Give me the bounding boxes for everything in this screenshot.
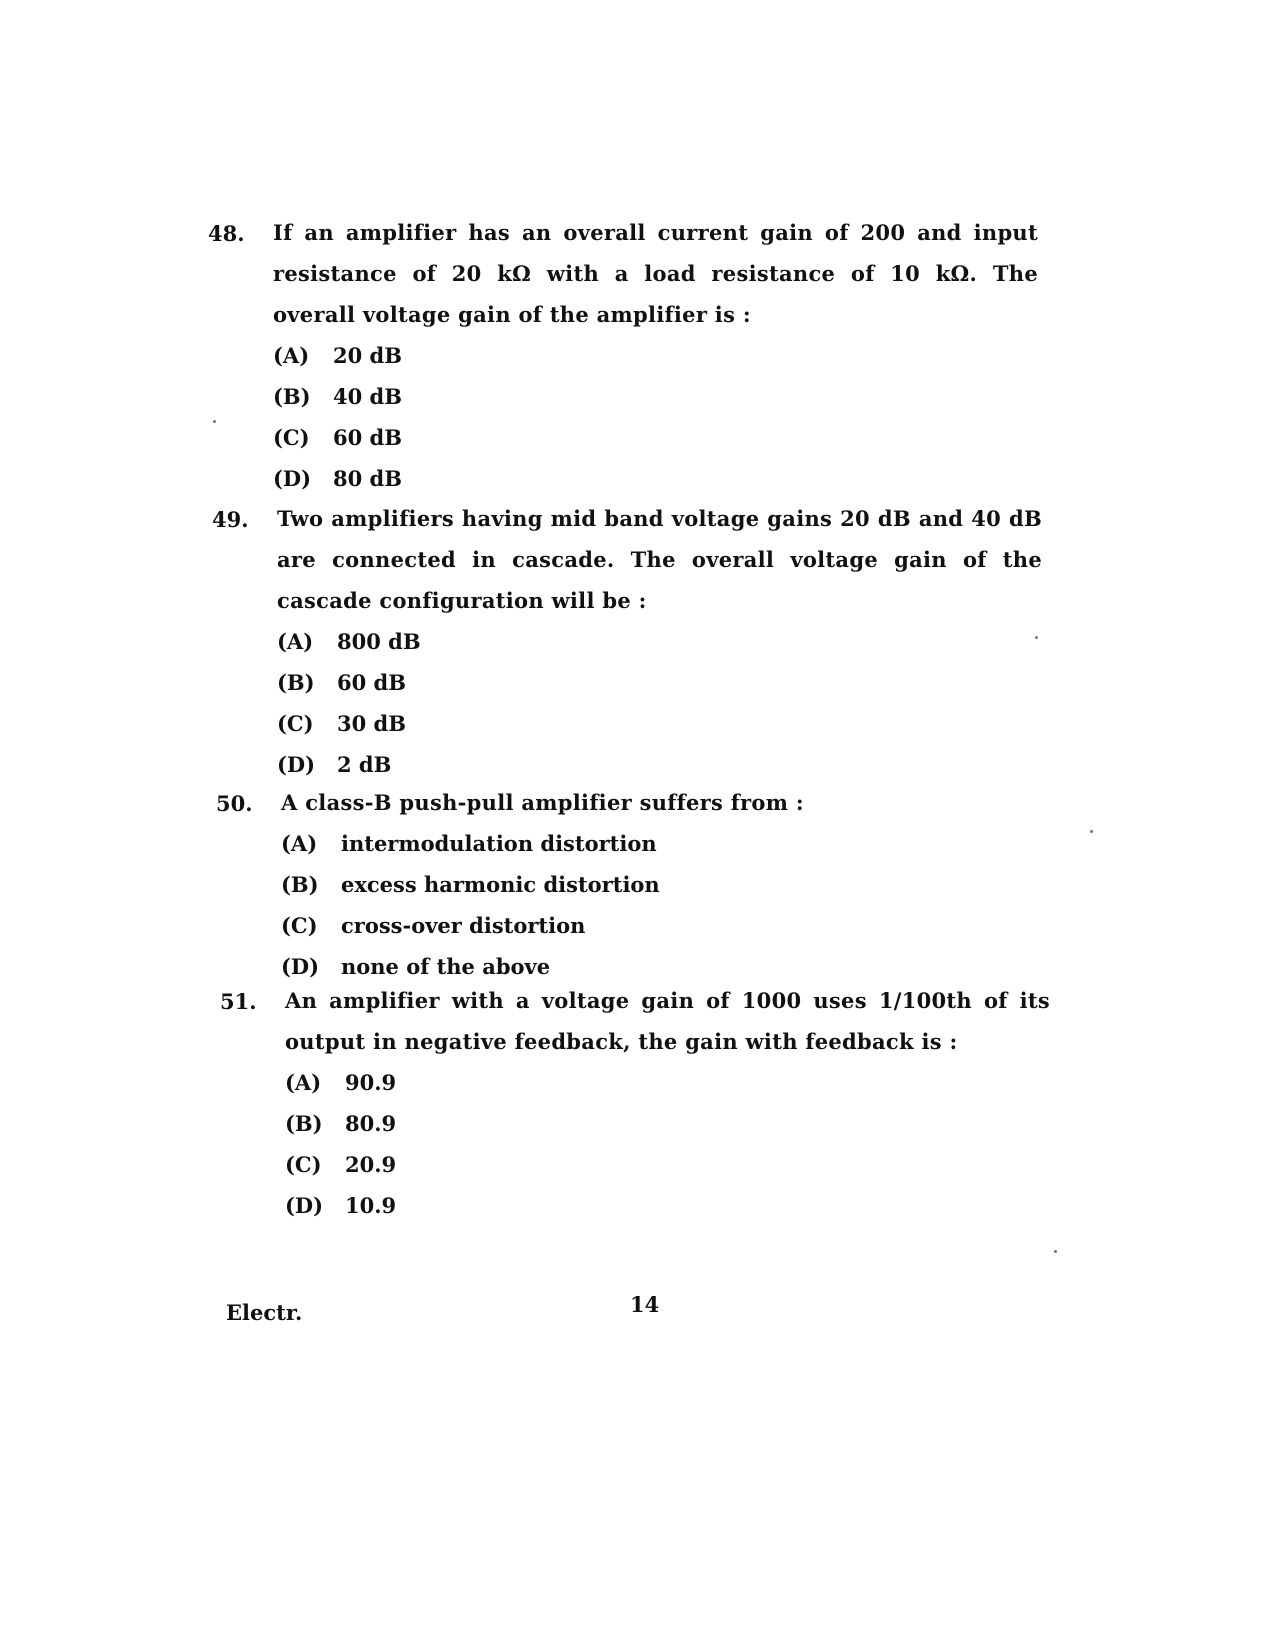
option-c: [277, 703, 1042, 744]
question-number: 51.: [220, 989, 257, 1014]
option-d: [273, 458, 1038, 499]
question-text: A class-B push-pull amplifier suffers from :: [281, 790, 804, 815]
option-text: 800 dB: [337, 629, 421, 654]
option-text: none of the above: [341, 954, 551, 979]
question-number: 48.: [208, 221, 245, 246]
options-list: [277, 621, 1042, 785]
option-a: [285, 1062, 1050, 1103]
question-50: [216, 782, 1046, 987]
options-list: [281, 823, 1046, 987]
option-label: (B): [281, 872, 319, 897]
option-c: [281, 905, 1046, 946]
option-label: (D): [273, 466, 312, 491]
option-text: 2 dB: [337, 752, 392, 777]
subject-code: Electr.: [226, 1300, 303, 1325]
question-text: Two amplifiers having mid band voltage gains 20 dB and 40 dB are connected in cascade. The overall voltage gain of the cascade configuration will be :: [277, 506, 1042, 613]
option-b: [281, 864, 1046, 905]
option-text: 80 dB: [333, 466, 402, 491]
option-text: 90.9: [345, 1070, 397, 1095]
option-c: [273, 417, 1038, 458]
option-text: 60 dB: [333, 425, 402, 450]
scan-speck: [1090, 830, 1093, 833]
scan-speck: [213, 420, 216, 423]
option-text: cross-over distortion: [341, 913, 586, 938]
scan-speck: [1054, 1250, 1057, 1253]
option-label: (C): [277, 711, 314, 736]
question-number: 49.: [212, 507, 249, 532]
option-a: [273, 335, 1038, 376]
option-b: [285, 1103, 1050, 1144]
option-label: (C): [281, 913, 318, 938]
question-51: [220, 980, 1050, 1226]
scan-speck: [1035, 636, 1038, 639]
option-label: (C): [285, 1152, 322, 1177]
option-text: intermodulation distortion: [341, 831, 657, 856]
options-list: [273, 335, 1038, 499]
options-list: [285, 1062, 1050, 1226]
option-text: 30 dB: [337, 711, 406, 736]
question-text: An amplifier with a voltage gain of 1000 uses 1/100th of its output in negative feedback, the gain with feedback is :: [285, 988, 1050, 1054]
question-49: [212, 498, 1042, 785]
option-text: 80.9: [345, 1111, 397, 1136]
option-d: [285, 1185, 1050, 1226]
question-text: If an amplifier has an overall current gain of 200 and input resistance of 20 kΩ with a load resistance of 10 kΩ. The overall voltage gain of the amplifier is :: [273, 220, 1038, 327]
option-label: (B): [273, 384, 311, 409]
option-text: 20 dB: [333, 343, 402, 368]
option-text: excess harmonic distortion: [341, 872, 660, 897]
option-b: [277, 662, 1042, 703]
option-d: [277, 744, 1042, 785]
option-label: (A): [273, 343, 310, 368]
option-label: (D): [285, 1193, 324, 1218]
option-label: (B): [285, 1111, 323, 1136]
option-a: [281, 823, 1046, 864]
option-c: [285, 1144, 1050, 1185]
option-label: (C): [273, 425, 310, 450]
page-number: 14: [630, 1292, 660, 1317]
question-48: [208, 212, 1038, 499]
option-label: (D): [277, 752, 316, 777]
option-text: 60 dB: [337, 670, 406, 695]
option-text: 20.9: [345, 1152, 397, 1177]
option-label: (A): [277, 629, 314, 654]
option-label: (A): [285, 1070, 322, 1095]
option-b: [273, 376, 1038, 417]
option-text: 40 dB: [333, 384, 402, 409]
option-label: (A): [281, 831, 318, 856]
option-label: (D): [281, 954, 320, 979]
option-label: (B): [277, 670, 315, 695]
option-text: 10.9: [345, 1193, 397, 1218]
question-number: 50.: [216, 791, 253, 816]
option-a: [277, 621, 1042, 662]
